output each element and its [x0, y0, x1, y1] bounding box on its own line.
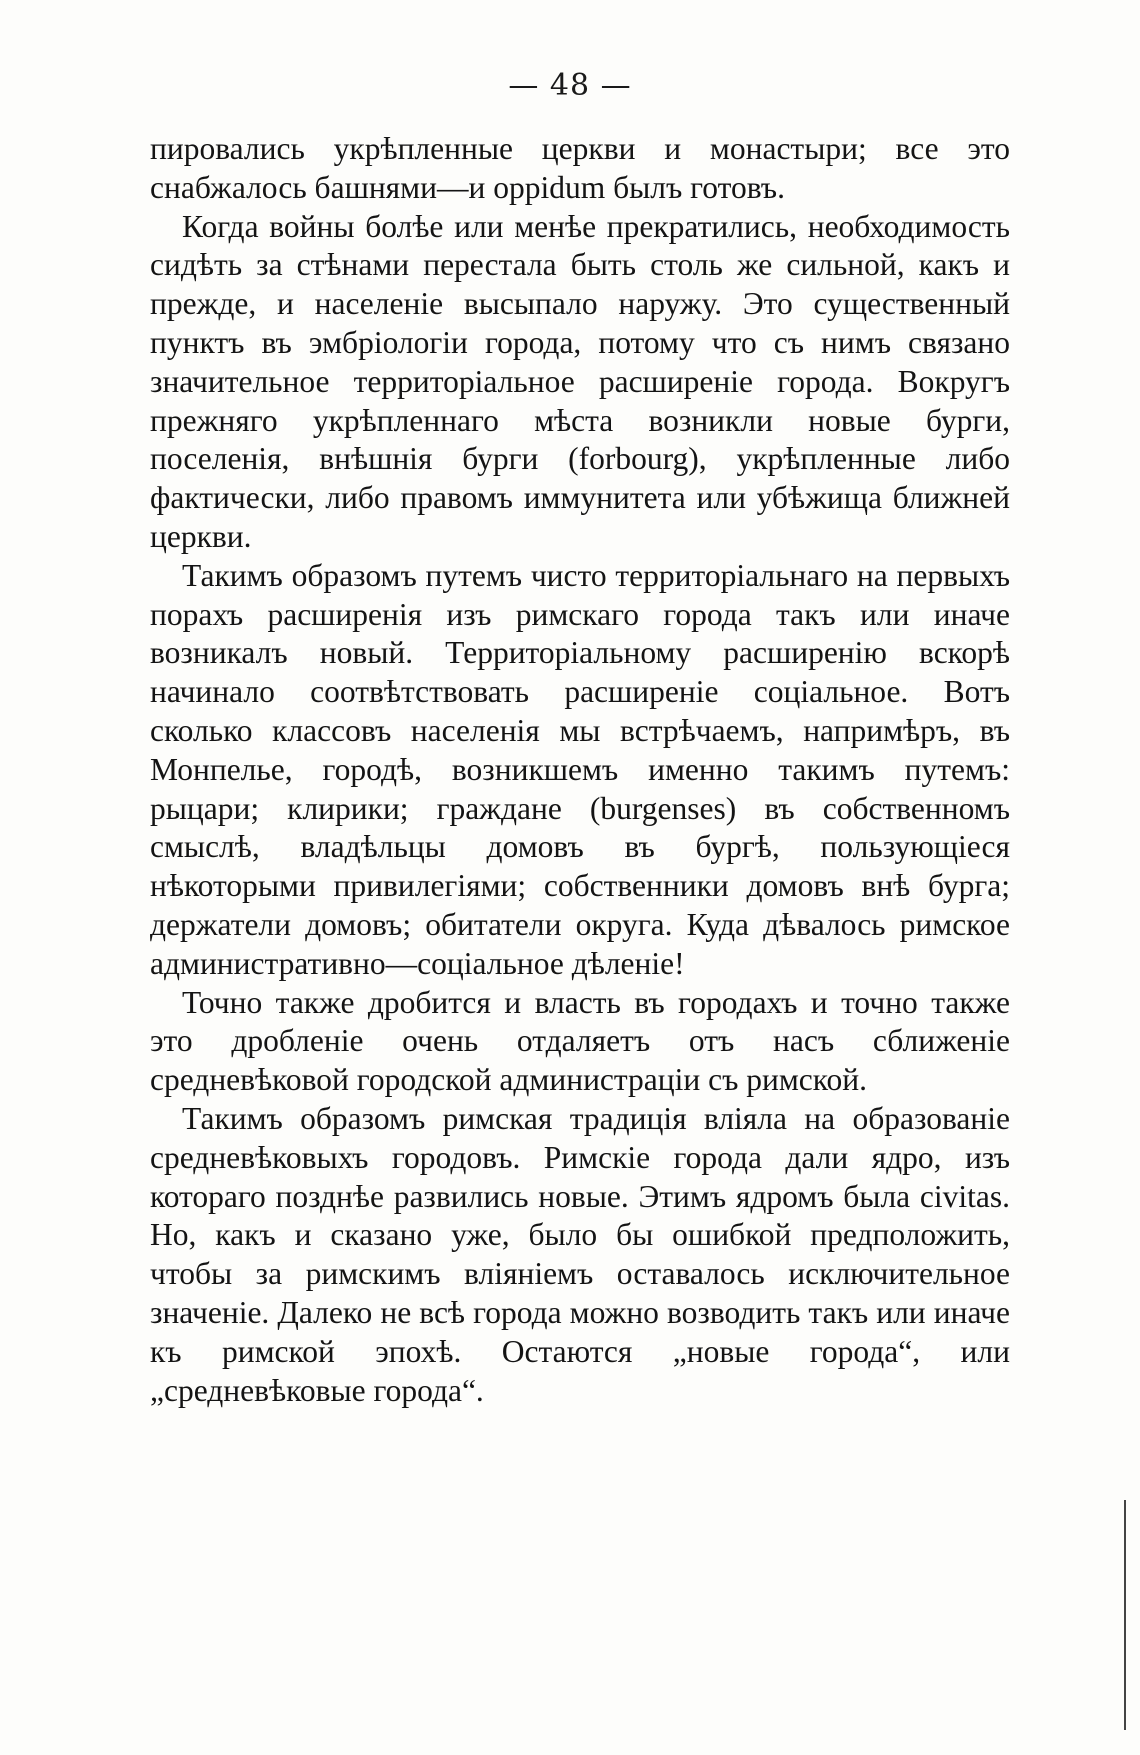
paragraph-5: Такимъ образомъ римская традиція вліяла на образованіе средневѣковыхъ городовъ. Римскіе города дали ядро, изъ котораго позднѣе развились новые. Этимъ ядромъ была civitas. Но, какъ и сказано уже, было бы ошибкой предположить, чтобы за римскимъ вліяніемъ оставалось исключительное значеніе. Далеко не всѣ города можно возводить такъ или иначе къ римской эпохѣ. Остаются „новые города“, или „средневѣковые города“. [150, 1100, 1010, 1408]
paragraph-1: пировались укрѣпленные церкви и монастыри; все это снабжалось башнями—и oppidum былъ готовъ. [150, 131, 1010, 205]
body-text [150, 130, 1010, 1410]
page-number: — 48 — [508, 68, 632, 103]
paragraph-4: Точно также дробится и власть въ городахъ и точно также это дробленіе очень отдаляетъ отъ насъ сближеніе средневѣковой городской администраціи съ римской. [150, 984, 1010, 1098]
page-edge-mark [1124, 1500, 1126, 1730]
paragraph-2: Когда войны болѣе или менѣе прекратились, необходимость сидѣть за стѣнами перестала быть столь же сильной, какъ и прежде, и населеніе высыпало наружу. Это существенный пунктъ въ эмбріологіи города, потому что съ нимъ связано значительное территоріальное расширеніе города. Вокругъ прежняго укрѣпленнаго мѣста возникли новые бурги, поселенія, внѣшнія бурги (forbourg), укрѣпленные либо фактически, либо правомъ иммунитета или убѣжища ближней церкви. [150, 208, 1010, 554]
paragraph-3: Такимъ образомъ путемъ чисто территоріальнаго на первыхъ порахъ расширенія изъ римскаго города такъ или иначе возникалъ новый. Территоріальному расширенію вскорѣ начинало соотвѣтствовать расширеніе соціальное. Вотъ сколько классовъ населенія мы встрѣчаемъ, напримѣръ, въ Монпелье, городѣ, возникшемъ именно такимъ путемъ: рыцари; клирики; граждане (burgenses) въ собственномъ смыслѣ, владѣльцы домовъ въ бургѣ, пользующіеся нѣкоторыми привилегіями; собственники домовъ внѣ бурга; держатели домовъ; обитатели округа. Куда дѣвалось римское административно—соціальное дѣленіе! [150, 557, 1010, 981]
